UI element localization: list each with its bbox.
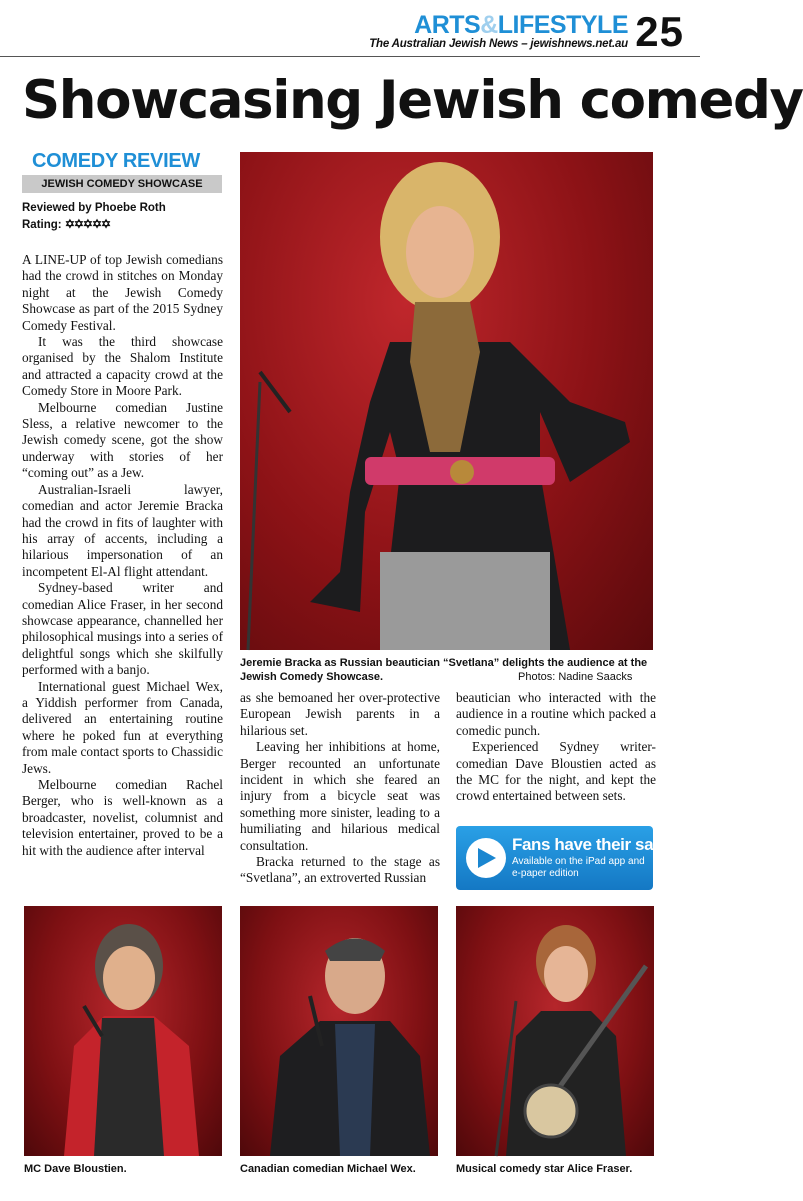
paragraph: Melbourne comedian Rachel Berger, who is well-known as a broadcaster, novelist, columnist and television entertainer, proved to be a hit with the audience after interval (22, 777, 223, 858)
section-name-arts: ARTS (414, 11, 481, 39)
review-kicker: COMEDY REVIEW (32, 150, 200, 172)
performer-illustration (456, 906, 654, 1156)
photo-credit: Photos: Nadine Saacks (518, 671, 633, 683)
article-column-3 (456, 690, 656, 805)
photo-alice-fraser (456, 906, 654, 1156)
section-title (414, 12, 628, 38)
review-subject: JEWISH COMEDY SHOWCASE (41, 178, 203, 190)
thumbnail-caption: Canadian comedian Michael Wex. (240, 1163, 416, 1175)
paragraph: Sydney-based writer and comedian Alice Fraser, in her second showcase appearance, channelled her philosophical musings into a series of delightful songs which she skilfully performed with a banjo. (22, 580, 223, 678)
paragraph: beautician who interacted with the audience in a routine which packed a comedic punch. (456, 690, 656, 738)
paragraph: Melbourne comedian Justine Sless, a relative newcomer to the Jewish comedy scene, got the show underway with stories of her “coming out” as a Jew. (22, 399, 223, 481)
rating-label: Rating: (22, 219, 62, 231)
header-rule (0, 56, 700, 57)
play-triangle-icon (478, 848, 496, 868)
page-number: 25 (635, 8, 684, 55)
section-name-lifestyle: LIFESTYLE (497, 11, 628, 39)
paragraph: Bracka returned to the stage as “Svetlana”, an extroverted Russian (240, 854, 440, 886)
paragraph: Leaving her inhibitions at home, Berger recounted an unfortunate incident in which she feared an injury from a bicycle seat was something more sinister, leading to a humiliating and hilarious medical consultation. (240, 739, 440, 853)
paragraph: Australian-Israeli lawyer, comedian and actor Jeremie Bracka had the crowd in fits of laughter with his array of accents, including a hilarious impersonation of an incompetent El-Al flight attendant. (22, 481, 223, 579)
main-photo-caption: Jeremie Bracka as Russian beautician “Svetlana” delights the audience at the Jewish Comedy Showcase. (240, 657, 648, 683)
paragraph: Experienced Sydney writer-comedian Dave Bloustien acted as the MC for the night, and kept the crowd entertained between sets. (456, 739, 656, 804)
paragraph: It was the third showcase organised by the Shalom Institute and attracted a capacity crowd at the Comedy Store in Moore Park. (22, 334, 223, 399)
thumbnail-caption: MC Dave Bloustien. (24, 1163, 127, 1175)
promo-subtitle: Available on the iPad app and e-paper edition (512, 856, 645, 879)
paragraph: as she bemoaned her over-protective European Jewish parents in a hilarious set. (240, 690, 440, 738)
article-column-1 (22, 252, 223, 859)
photo-michael-wex (240, 906, 438, 1156)
performer-illustration (24, 906, 222, 1156)
promo-title: Fans have their say (512, 835, 663, 854)
paragraph: International guest Michael Wex, a Yiddish performer from Canada, delivered an entertaining routine where he poked fun at everything from male contact sports to Chassidic Jews. (22, 678, 223, 776)
thumbnail-caption: Musical comedy star Alice Fraser. (456, 1163, 633, 1175)
publication-line: The Australian Jewish News – jewishnews.net.au (369, 38, 628, 50)
article-column-2 (240, 690, 440, 887)
section-ampersand: & (480, 11, 498, 39)
reviewer-byline: Reviewed by Phoebe Roth (22, 202, 166, 214)
photo-dave-bloustien (24, 906, 222, 1156)
paragraph: A LINE-UP of top Jewish comedians had the crowd in stitches on Monday night at the Jewish Comedy Showcase as part of the 2015 Sydney Comedy Festival. (22, 252, 223, 333)
rating-stars-icon: ✡✡✡✡✡ (64, 217, 111, 231)
main-photo-jeremie-bracka (240, 152, 653, 650)
article-headline: Showcasing Jewish comedy (22, 70, 803, 131)
performer-illustration (240, 906, 438, 1156)
performer-illustration (240, 152, 653, 650)
rating (22, 216, 110, 233)
